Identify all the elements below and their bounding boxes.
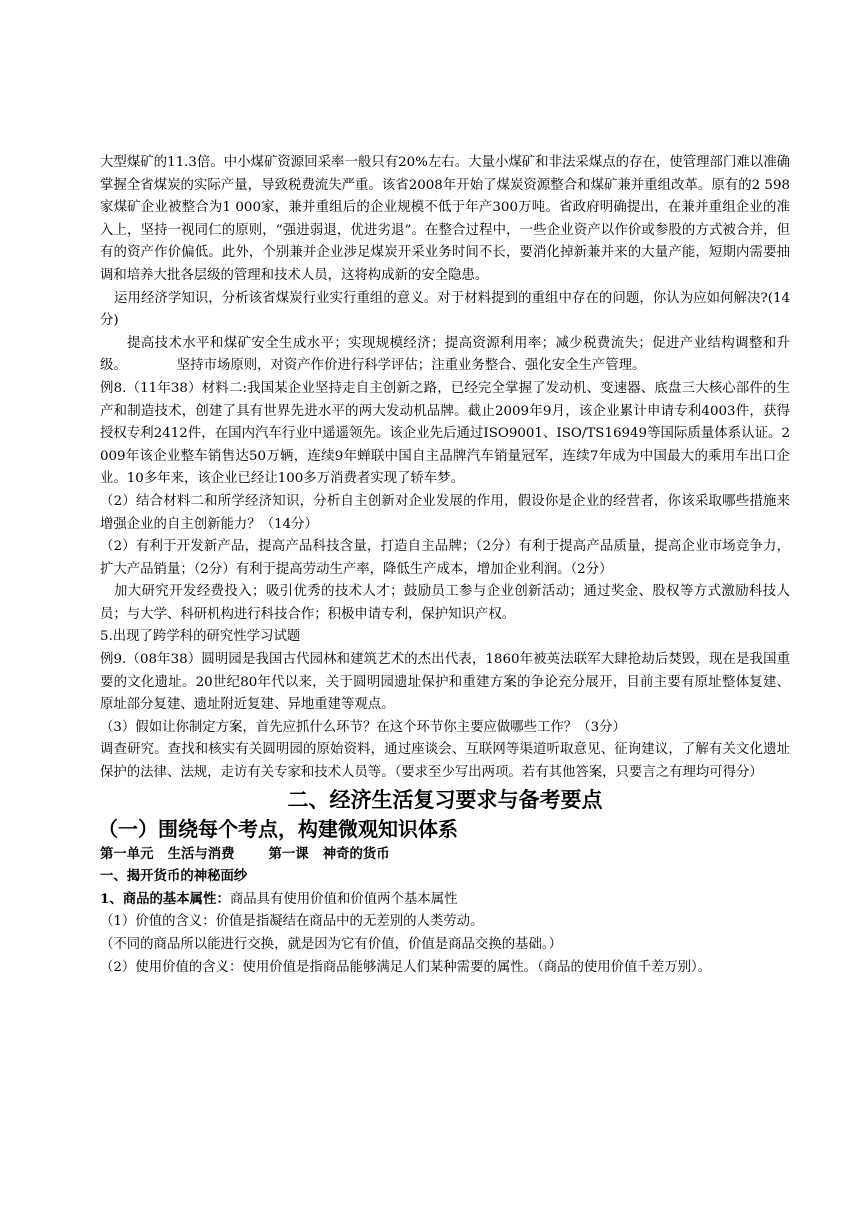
example-8-answer-2: 加大研究开发经费投入；吸引优秀的技术人才；鼓励员工参与企业创新活动；通过奖金、股权等方式激励科技人员；与大学、科研机构进行科技合作；积极申请专利，保护知识产权。 [100,584,790,622]
question-coal-restructuring: 运用经济学知识，分析该省煤炭行业实行重组的意义。对于材料提到的重组中存在的问题，你认为应如何解决?(14分) [100,290,790,329]
section-heading: 二、经济生活复习要求与备考要点 [287,787,603,812]
paragraph-coal-material: 大型煤矿的11.3倍。中小煤矿资源回采率一般只有20%左右。大量小煤矿和非法采煤点的存在，使管理部门难以准确掌握全省煤炭的实际产量，导致税费流失严重。该省2008年开始了煤炭资源整合和煤矿兼并重组改革。原有的2 598家煤矿企业被整合为1 000家，兼并重组后的企业规模不低于年产300万吨。省政府明确提出，在兼并重组企业的准入上，坚持一视同仁的原则，“强进弱退，优进劣退”。在整合过程中，一些企业资产以作价或参股的方式被合并，但有的资产作价偏低。此外，个别兼并企业涉足煤炭开采业务时间不长，要消化掉新兼并来的大量产能，短期内需要抽调和培养大批各层级的管理和技术人员，这将构成新的安全隐患。 [100,155,790,283]
example-8-material: 例8.（11年38）材料二:我国某企业坚持走自主创新之路，已经完全掌握了发动机、变速器、底盘三大核心部件的生产和制造技术，创建了具有世界先进水平的两大发动机品牌。截止2009年9月，该企业累计申请专利4003件，获得授权专利2412件，在国内汽车行业中遥遥领先。该企业先后通过ISO9001、ISO/TS16949等国际质量体系认证。2009年该企业整车销售达50万辆，连续9年蝉联中国自主品牌汽车销量冠军，连续7年成为中国最大的乘用车出口企业。10多年来，该企业已经让100多万消费者实现了轿车梦。 [100,380,790,487]
example-8-question: （2）结合材料二和所学经济知识，分析自主创新对企业发展的作用，假设你是企业的经营者，你该采取哪些措施来增强企业的自主创新能力？（14分） [100,493,790,532]
example-9-question: （3）假如让你制定方案，首先应抓什么环节？在这个环节你主要应做哪些工作？（3分） [100,719,626,735]
answer-part-b: 坚持市场原则，对资产作价进行科学评估；注重业务整合、强化安全生产管理。 [176,358,646,374]
answer-part-a: 提高技术水平和煤矿安全生成水平；实现规模经济；提高资源利用率；减少税费流失；促进产业结构调整和升级。 [100,335,790,374]
example-8-answer-1: （2）有利于开发新产品，提高产品科技含量，打造自主品牌；（2分）有利于提高产品质量，提高企业市场竞争力，扩大产品销量；（2分）有利于提高劳动生产率，降低生产成本，增加企业利润。（2分） [100,539,790,577]
item-1 [100,888,790,912]
example-9-material: 例9.（08年38）圆明园是我国古代园林和建筑艺术的杰出代表，1860年被英法联军大肆抢劫后焚毁，现在是我国重要的文化遗址。20世纪80年代以来，关于圆明园遗址保护和重建方案的争论充分展开，目前主要有原址整体复建、原址部分复建、遗址附近复建、异地重建等观点。 [100,652,790,713]
part-1-heading: 一、揭开货币的神秘面纱 [100,868,248,885]
answer-coal-restructuring [100,333,790,378]
item-1-text: 商品具有使用价值和价值两个基本属性 [229,891,458,907]
lesson-title: 神奇的货币 [322,845,390,862]
unit-label: 第一单元 [100,845,154,862]
section-point-5: 5.出现了跨学科的研究性学习试题 [100,629,301,645]
lesson-label: 第一课 [268,845,309,862]
value-note: （不同的商品所以能进行交换，就是因为它有价值，价值是商品交换的基础。） [100,937,562,952]
item-1-label: 1、商品的基本属性： [100,890,230,907]
unit-lesson-line [100,843,790,866]
unit-title: 生活与消费 [167,845,235,862]
use-value-definition: （2）使用价值的含义：使用价值是指商品能够满足人们某种需要的属性。（商品的使用价值千差万别）。 [100,959,712,975]
value-definition: （1）价值的含义：价值是指凝结在商品中的无差别的人类劳动。 [100,914,484,930]
document-body [100,152,790,979]
example-9-answer: 调查研究。查找和核实有关圆明园的原始资料，通过座谈会、互联网等渠道听取意见、征询建议，了解有关文化遗址保护的法律、法规，走访有关专家和技术人员等。（要求至少写出两项。若有其他答案，只要言之有理均可得分） [100,742,790,781]
section-subheading: （一）围绕每个考点，构建微观知识体系 [98,816,458,841]
